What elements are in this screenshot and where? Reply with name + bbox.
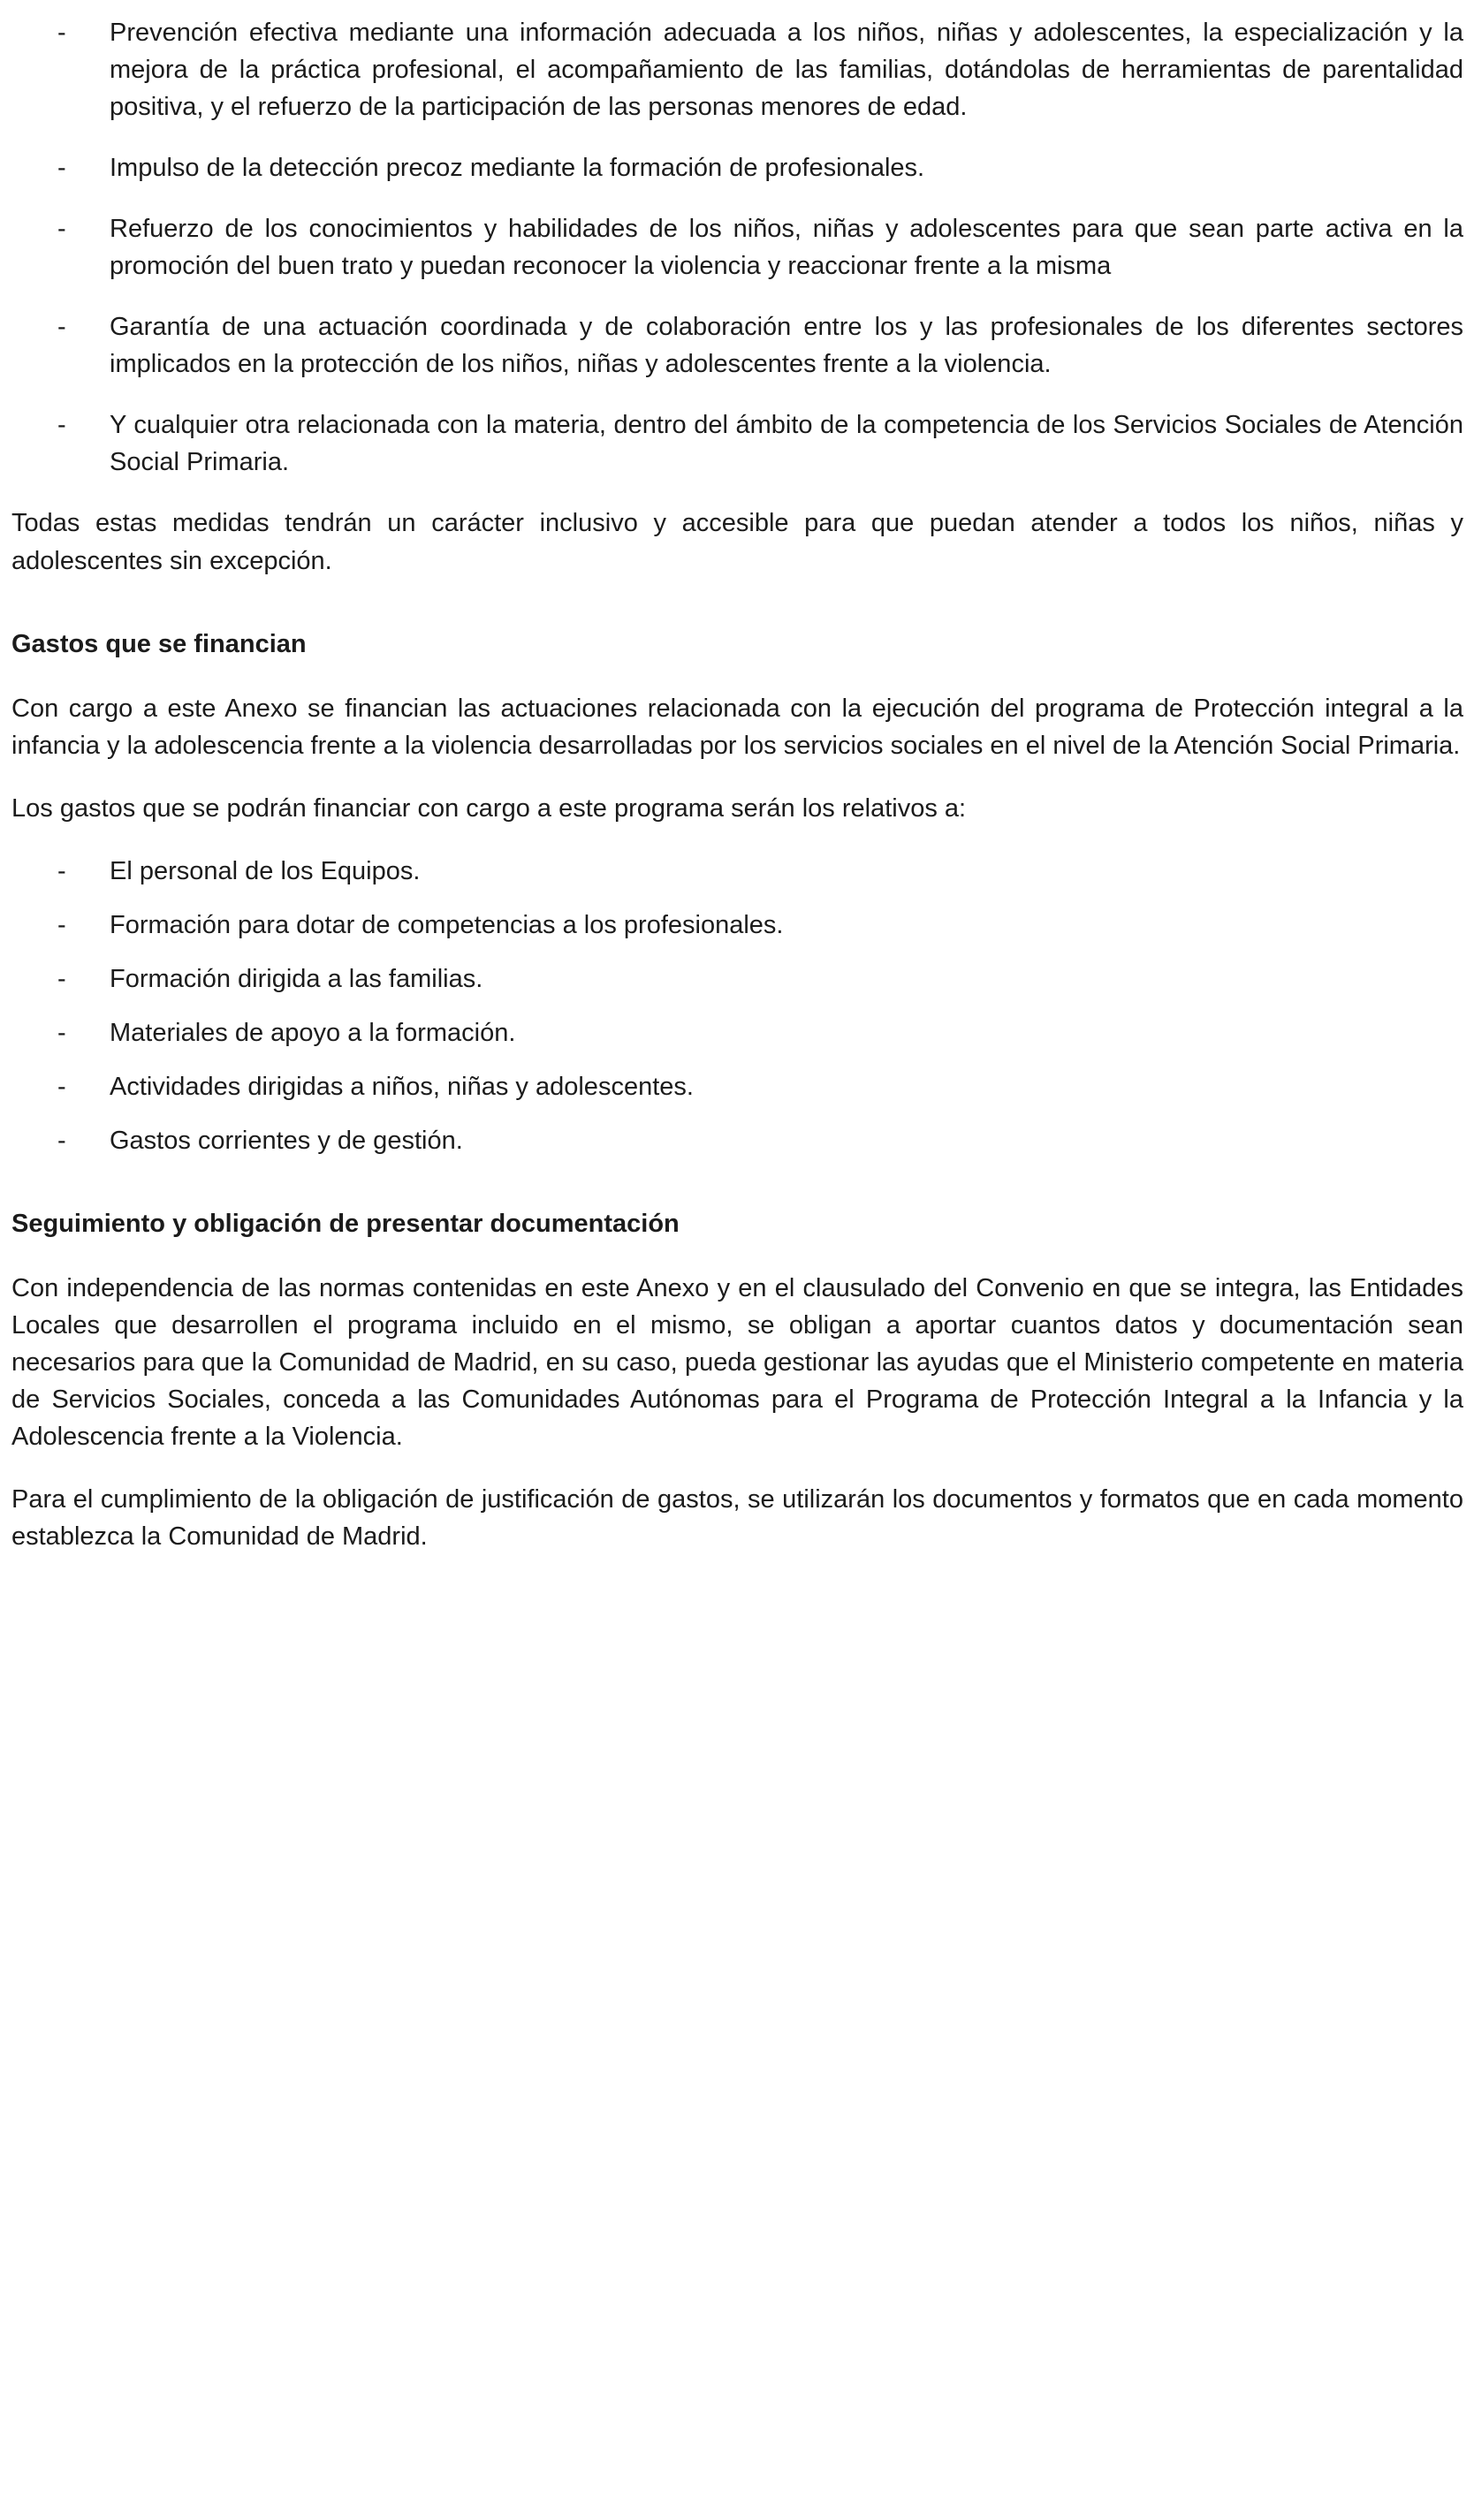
list-item-text: El personal de los Equipos. (110, 856, 421, 885)
bullet-dash: - (57, 1072, 66, 1101)
list-item (11, 14, 1463, 125)
measures-closing-paragraph: Todas estas medidas tendrán un carácter inclusivo y accesible para que puedan atender a todos los niños, niñas y adolescentes sin excepción. (11, 509, 1463, 575)
bullet-dash: - (57, 313, 66, 342)
list-item (11, 1014, 1463, 1051)
monitoring-paragraph: Con independencia de las normas contenidas en este Anexo y en el clausulado del Convenio en que se integra, las Entidades Locales que desarrollen el programa incluido en el mismo, se obligan a aportar cuantos datos y documentación sean necesarios para que la Comunidad de Madrid, en su caso, pueda gestionar las ayudas que el Ministerio competente en materia de Servicios Sociales, conceda a las Comunidades Autónomas para el Programa de Protección Integral a la Infancia y la Adolescencia frente a la Violencia. (11, 1274, 1463, 1452)
list-item (11, 853, 1463, 890)
bullet-dash: - (57, 411, 66, 440)
bullet-dash: - (57, 1126, 66, 1155)
measures-list (11, 14, 1463, 481)
list-item-text: Materiales de apoyo a la formación. (110, 1018, 516, 1047)
bullet-dash: - (57, 964, 66, 993)
expenses-list (11, 853, 1463, 1159)
list-item (11, 406, 1463, 481)
list-item (11, 210, 1463, 285)
list-item-text: Actividades dirigidas a niños, niñas y adolescentes. (110, 1072, 694, 1101)
list-item-text: Refuerzo de los conocimientos y habilidades de los niños, niñas y adolescentes para que sean parte activa en la promoción del buen trato y puedan reconocer la violencia y reaccionar frente a la misma (110, 215, 1463, 281)
list-item (11, 149, 1463, 186)
section-heading-seguimiento: Seguimiento y obligación de presentar documentación (11, 1210, 680, 1239)
list-item-text: Formación para dotar de competencias a los profesionales. (110, 910, 784, 939)
list-item-text: Formación dirigida a las familias. (110, 964, 483, 993)
bullet-dash: - (57, 910, 66, 939)
list-item-text: Garantía de una actuación coordinada y de colaboración entre los y las profesionales de los diferentes sectores implicados en la protección de los niños, niñas y adolescentes frente a la violencia. (110, 313, 1463, 379)
expenses-intro-paragraph: Con cargo a este Anexo se financian las actuaciones relacionada con la ejecución del programa de Protección integral a la infancia y la adolescencia frente a la violencia desarrolladas por los servicios sociales en el nivel de la Atención Social Primaria. (11, 694, 1463, 760)
list-item-text: Impulso de la detección precoz mediante la formación de profesionales. (110, 154, 925, 183)
expenses-leadin-paragraph: Los gastos que se podrán financiar con cargo a este programa serán los relativos a: (11, 793, 967, 823)
list-item (11, 1122, 1463, 1159)
list-item-text: Y cualquier otra relacionada con la materia, dentro del ámbito de la competencia de los Servicios Sociales de Atención Social Primaria. (110, 411, 1463, 477)
section-heading-gastos: Gastos que se financian (11, 629, 307, 658)
bullet-dash: - (57, 215, 66, 244)
list-item (11, 308, 1463, 383)
bullet-dash: - (57, 1018, 66, 1047)
bullet-dash: - (57, 154, 66, 183)
bullet-dash: - (57, 856, 66, 885)
list-item (11, 960, 1463, 998)
bullet-dash: - (57, 19, 66, 47)
list-item-text: Gastos corrientes y de gestión. (110, 1126, 463, 1155)
list-item (11, 1068, 1463, 1105)
list-item-text: Prevención efectiva mediante una información adecuada a los niños, niñas y adolescentes, la especialización y la mejora de la práctica profesional, el acompañamiento de las familias, dotándolas de herramientas de parentalidad positiva, y el refuerzo de la participación de las personas menores de edad. (110, 19, 1463, 122)
list-item (11, 907, 1463, 944)
monitoring-paragraph: Para el cumplimiento de la obligación de justificación de gastos, se utilizarán los documentos y formatos que en cada momento establezca la Comunidad de Madrid. (11, 1485, 1463, 1552)
